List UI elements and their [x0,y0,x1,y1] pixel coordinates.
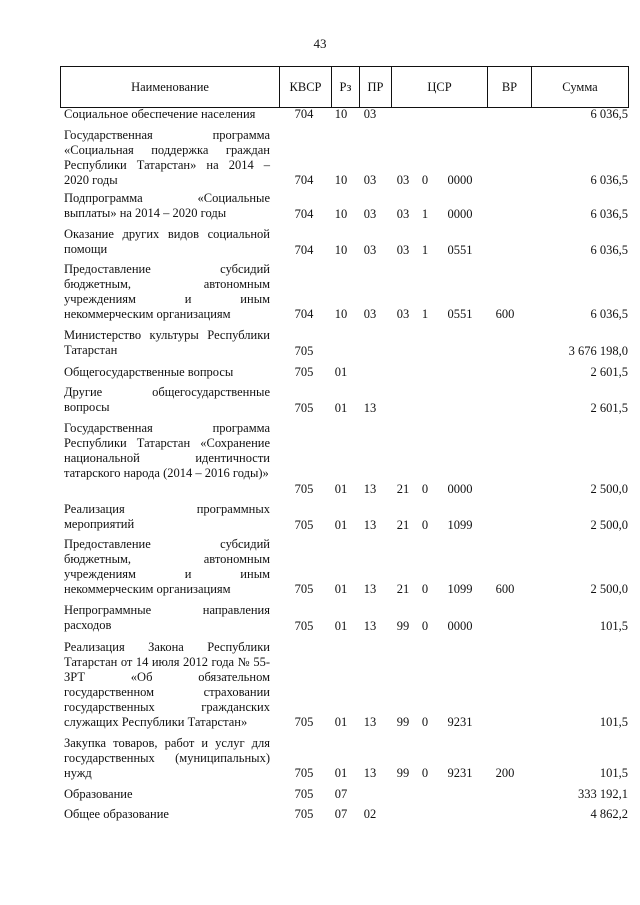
row-name: Министерство культуры Республики Татарстан [64,328,270,357]
row-rz: 10 [334,173,348,187]
row-csr-subprogram: 0 [421,619,429,633]
row-pr: 13 [363,582,377,596]
table-row [0,736,640,781]
row-name: Оказание других видов социальной помощи [64,227,270,256]
row-pr: 13 [363,401,377,415]
row-name: Социальное обеспечение населения [64,107,256,121]
row-kvsr: 705 [294,807,314,821]
table-row [0,537,640,597]
row-name: Образование [64,787,133,801]
row-csr-subprogram: 0 [421,715,429,729]
row-csr-program: 21 [396,482,410,496]
row-kvsr: 705 [294,365,314,379]
row-csr-subprogram: 1 [421,207,429,221]
table-row [0,787,640,802]
row-csr-program: 99 [396,619,410,633]
row-csr-direction: 9231 [447,766,473,780]
row-rz: 01 [334,482,348,496]
header-name: Наименование [131,80,209,94]
row-sum: 333 192,1 [578,787,628,801]
row-rz: 01 [334,365,348,379]
row-csr-subprogram: 1 [421,307,429,321]
header-csr: ЦСР [391,67,487,107]
row-sum: 101,5 [599,715,628,729]
row-csr-program: 21 [396,518,410,532]
row-sum: 101,5 [599,766,628,780]
table-row [0,328,640,359]
row-name: Другие общегосударственные вопросы [64,385,270,414]
row-csr-subprogram: 0 [421,582,429,596]
row-csr-subprogram: 0 [421,766,429,780]
table-row [0,640,640,730]
row-csr-direction: 0551 [447,307,473,321]
header-vr: ВР [487,67,531,107]
table-row [0,603,640,634]
row-csr-program: 03 [396,173,410,187]
row-pr: 03 [363,307,377,321]
row-rz: 01 [334,766,348,780]
row-pr: 13 [363,715,377,729]
row-sum: 2 500,0 [590,582,628,596]
row-rz: 10 [334,207,348,221]
row-name: Государственная программа Республики Татарстан «Сохранение национальной идентичности татарского народа (2014 – 2016 годы)» [64,421,270,480]
row-rz: 01 [334,619,348,633]
table-row [0,421,640,497]
row-vr: 200 [495,766,515,780]
row-pr: 13 [363,518,377,532]
row-name: Предоставление субсидий бюджетным, автономным учреждениям и иным некоммерческим организациям [64,262,270,321]
row-rz: 10 [334,243,348,257]
header-rz: Рз [331,67,359,107]
row-csr-direction: 0000 [447,173,473,187]
row-pr: 03 [363,243,377,257]
table-row [0,128,640,188]
row-csr-subprogram: 0 [421,173,429,187]
row-name: Подпрограмма «Социальные выплаты» на 2014 – 2020 годы [64,191,270,220]
row-sum: 6 036,5 [590,173,628,187]
row-kvsr: 705 [294,582,314,596]
row-rz: 10 [334,107,348,121]
row-csr-direction: 0000 [447,619,473,633]
row-vr: 600 [495,307,515,321]
row-sum: 6 036,5 [590,243,628,257]
table-row [0,502,640,533]
row-pr: 03 [363,173,377,187]
row-pr: 02 [363,807,377,821]
row-csr-subprogram: 0 [421,482,429,496]
row-name: Общегосударственные вопросы [64,365,234,379]
row-sum: 4 862,2 [590,807,628,821]
row-kvsr: 704 [294,307,314,321]
table-row [0,191,640,222]
row-csr-program: 03 [396,307,410,321]
row-csr-direction: 0000 [447,482,473,496]
row-sum: 101,5 [599,619,628,633]
row-sum: 2 500,0 [590,482,628,496]
row-kvsr: 704 [294,243,314,257]
row-csr-program: 99 [396,766,410,780]
table-row [0,227,640,258]
row-kvsr: 705 [294,715,314,729]
row-name: Непрограммные направления расходов [64,603,270,632]
row-sum: 6 036,5 [590,307,628,321]
row-sum: 6 036,5 [590,107,628,121]
row-rz: 01 [334,582,348,596]
table-row [0,807,640,822]
row-rz: 10 [334,307,348,321]
table-row [0,365,640,380]
row-kvsr: 705 [294,518,314,532]
row-csr-direction: 0551 [447,243,473,257]
row-kvsr: 704 [294,107,314,121]
row-kvsr: 704 [294,173,314,187]
row-kvsr: 704 [294,207,314,221]
row-name: Реализация Закона Республики Татарстан от 14 июля 2012 года № 55-ЗРТ «Об обязательном государственном страховании государственных гражданских служащих Республики Татарстан» [64,640,270,729]
row-csr-direction: 9231 [447,715,473,729]
row-rz: 07 [334,807,348,821]
row-name: Реализация программных мероприятий [64,502,270,531]
row-name: Общее образование [64,807,169,821]
row-csr-direction: 1099 [447,518,473,532]
header-pr: ПР [359,67,391,107]
row-csr-program: 03 [396,243,410,257]
row-csr-direction: 0000 [447,207,473,221]
row-kvsr: 705 [294,619,314,633]
row-kvsr: 705 [294,787,314,801]
table-row [0,385,640,416]
row-sum: 6 036,5 [590,207,628,221]
table-header [60,66,629,108]
row-csr-subprogram: 0 [421,518,429,532]
row-name: Предоставление субсидий бюджетным, автономным учреждениям и иным некоммерческим организациям [64,537,270,596]
row-kvsr: 705 [294,401,314,415]
row-pr: 03 [363,207,377,221]
row-rz: 07 [334,787,348,801]
page-number: 43 [313,36,327,51]
row-pr: 13 [363,482,377,496]
header-kvsr: КВСР [279,67,331,107]
header-sum: Сумма [531,67,628,107]
row-sum: 2 601,5 [590,401,628,415]
row-vr: 600 [495,582,515,596]
table-row [0,107,640,122]
row-csr-program: 03 [396,207,410,221]
row-csr-subprogram: 1 [421,243,429,257]
row-rz: 01 [334,715,348,729]
row-name: Государственная программа «Социальная поддержка граждан Республики Татарстан» на 2014 – 2020 годы [64,128,270,187]
row-csr-direction: 1099 [447,582,473,596]
row-kvsr: 705 [294,344,314,358]
row-sum: 2 601,5 [590,365,628,379]
row-kvsr: 705 [294,482,314,496]
row-rz: 01 [334,518,348,532]
table-row [0,262,640,322]
row-csr-program: 99 [396,715,410,729]
row-sum: 2 500,0 [590,518,628,532]
row-csr-program: 21 [396,582,410,596]
row-kvsr: 705 [294,766,314,780]
row-name: Закупка товаров, работ и услуг для государственных (муниципальных) нужд [64,736,270,780]
row-pr: 03 [363,107,377,121]
row-sum: 3 676 198,0 [568,344,628,358]
row-pr: 13 [363,766,377,780]
row-rz: 01 [334,401,348,415]
row-pr: 13 [363,619,377,633]
